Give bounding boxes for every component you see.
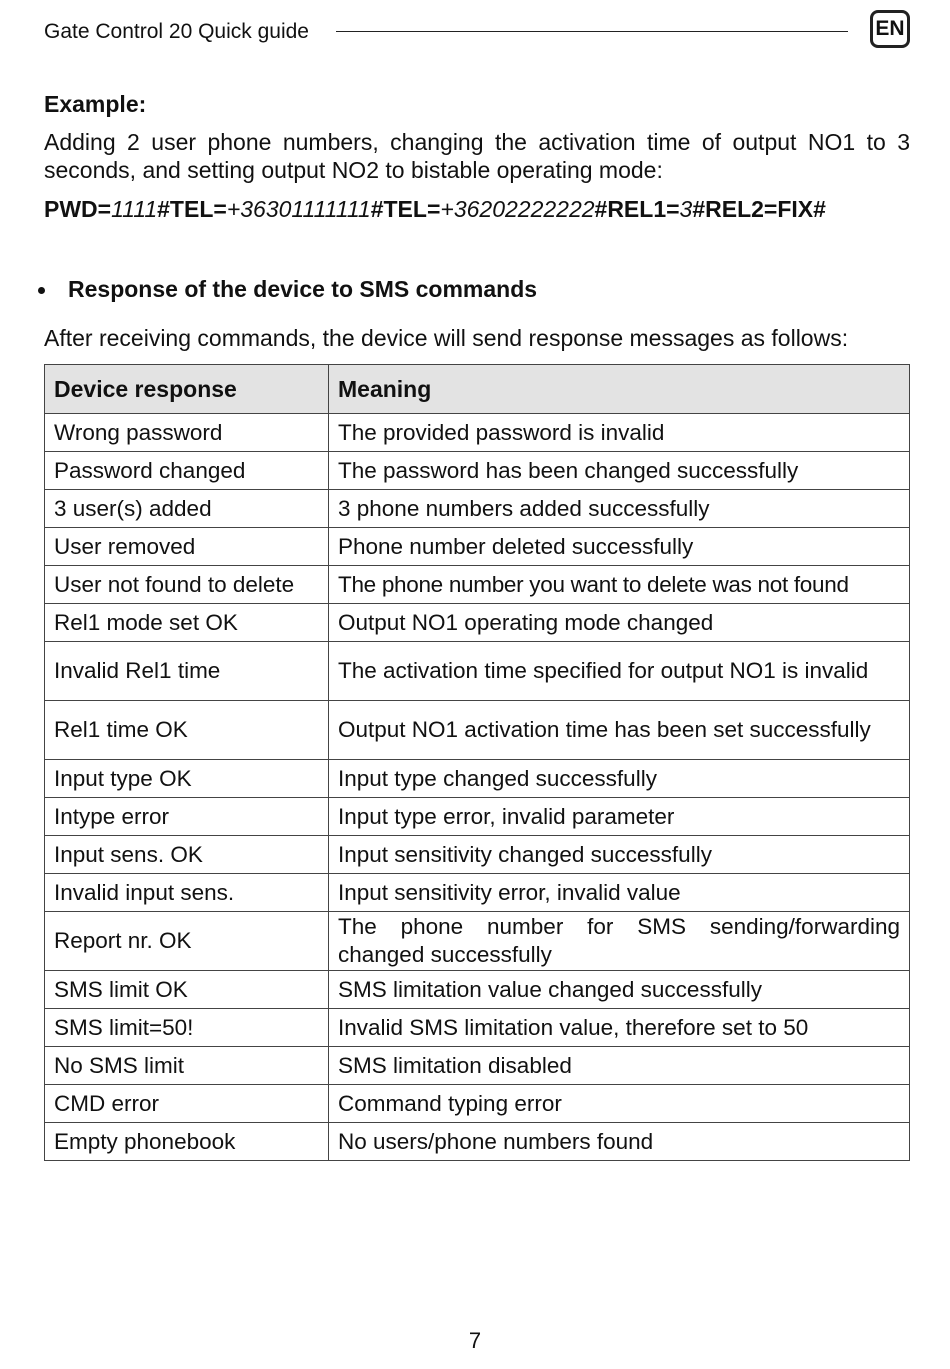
section-heading: Response of the device to SMS commands xyxy=(68,276,538,302)
cell-meaning: 3 phone numbers added successfully xyxy=(329,490,910,528)
section-intro: After receiving commands, the device will send response messages as follows: xyxy=(44,325,849,351)
table-row xyxy=(45,1085,910,1123)
cell-meaning: The provided password is invalid xyxy=(329,414,910,452)
cell-meaning: The password has been changed successfully xyxy=(329,452,910,490)
cell-response: Intype error xyxy=(45,798,329,836)
table-row xyxy=(45,452,910,490)
cell-meaning: Invalid SMS limitation value, therefore set to 50 xyxy=(329,1009,910,1047)
table-row xyxy=(45,1009,910,1047)
column-header-response: Device response xyxy=(45,365,329,414)
cell-response: User not found to delete xyxy=(45,566,329,604)
response-table xyxy=(44,364,910,1161)
cell-response: User removed xyxy=(45,528,329,566)
table-row xyxy=(45,798,910,836)
cell-response: SMS limit OK xyxy=(45,971,329,1009)
cell-meaning: The activation time specified for output NO1 is invalid xyxy=(329,642,910,701)
cell-response: Report nr. OK xyxy=(45,912,329,971)
command-keyword: #REL2=FIX# xyxy=(692,196,826,222)
bullet-icon xyxy=(38,287,45,294)
cell-response: No SMS limit xyxy=(45,1047,329,1085)
cell-response: Rel1 mode set OK xyxy=(45,604,329,642)
cell-response: 3 user(s) added xyxy=(45,490,329,528)
example-description: Adding 2 user phone numbers, changing the activation time of output NO1 to 3 seconds, and setting output NO2 to bistable operating mode: xyxy=(44,129,910,183)
header-divider xyxy=(336,31,848,32)
cell-meaning: Phone number deleted successfully xyxy=(329,528,910,566)
table-row xyxy=(45,414,910,452)
cell-meaning: Output NO1 operating mode changed xyxy=(329,604,910,642)
cell-meaning: Input sensitivity changed successfully xyxy=(329,836,910,874)
example-command xyxy=(44,196,826,223)
table-row xyxy=(45,912,910,971)
command-value: 1111 xyxy=(111,196,158,222)
command-value: +36202222222 xyxy=(440,196,595,222)
document-title: Gate Control 20 Quick guide xyxy=(44,20,309,43)
command-keyword: #TEL= xyxy=(370,196,441,222)
table-row xyxy=(45,490,910,528)
cell-meaning: Output NO1 activation time has been set successfully xyxy=(329,701,910,760)
cell-response: Invalid Rel1 time xyxy=(45,642,329,701)
table-header-row xyxy=(45,365,910,414)
language-badge: EN xyxy=(870,10,910,48)
cell-response: SMS limit=50! xyxy=(45,1009,329,1047)
table-row xyxy=(45,836,910,874)
table-row xyxy=(45,642,910,701)
cell-meaning: Input sensitivity error, invalid value xyxy=(329,874,910,912)
table-row xyxy=(45,1123,910,1161)
command-keyword: PWD= xyxy=(44,196,112,222)
command-keyword: #REL1= xyxy=(594,196,680,222)
cell-meaning: SMS limitation disabled xyxy=(329,1047,910,1085)
cell-response: Input type OK xyxy=(45,760,329,798)
table-row xyxy=(45,604,910,642)
cell-meaning: SMS limitation value changed successfully xyxy=(329,971,910,1009)
cell-meaning: Input type changed successfully xyxy=(329,760,910,798)
cell-response: Empty phonebook xyxy=(45,1123,329,1161)
command-value: +36301111111 xyxy=(226,196,371,222)
cell-response: CMD error xyxy=(45,1085,329,1123)
cell-response: Input sens. OK xyxy=(45,836,329,874)
cell-meaning: No users/phone numbers found xyxy=(329,1123,910,1161)
cell-meaning: Input type error, invalid parameter xyxy=(329,798,910,836)
command-keyword: #TEL= xyxy=(157,196,227,222)
table-row xyxy=(45,701,910,760)
cell-response: Password changed xyxy=(45,452,329,490)
example-heading: Example: xyxy=(44,91,147,117)
cell-response: Wrong password xyxy=(45,414,329,452)
table-row xyxy=(45,566,910,604)
table-row xyxy=(45,874,910,912)
page-header xyxy=(44,16,910,50)
cell-response: Invalid input sens. xyxy=(45,874,329,912)
page-number: 7 xyxy=(468,1328,482,1353)
table-row xyxy=(45,760,910,798)
column-header-meaning: Meaning xyxy=(329,365,910,414)
table-row xyxy=(45,528,910,566)
cell-meaning: The phone number you want to delete was not found xyxy=(329,566,910,604)
table-row xyxy=(45,971,910,1009)
table-row xyxy=(45,1047,910,1085)
cell-meaning: Command typing error xyxy=(329,1085,910,1123)
cell-response: Rel1 time OK xyxy=(45,701,329,760)
cell-meaning: The phone number for SMS sending/forwarding changed successfully xyxy=(329,912,910,971)
command-value: 3 xyxy=(679,196,693,222)
